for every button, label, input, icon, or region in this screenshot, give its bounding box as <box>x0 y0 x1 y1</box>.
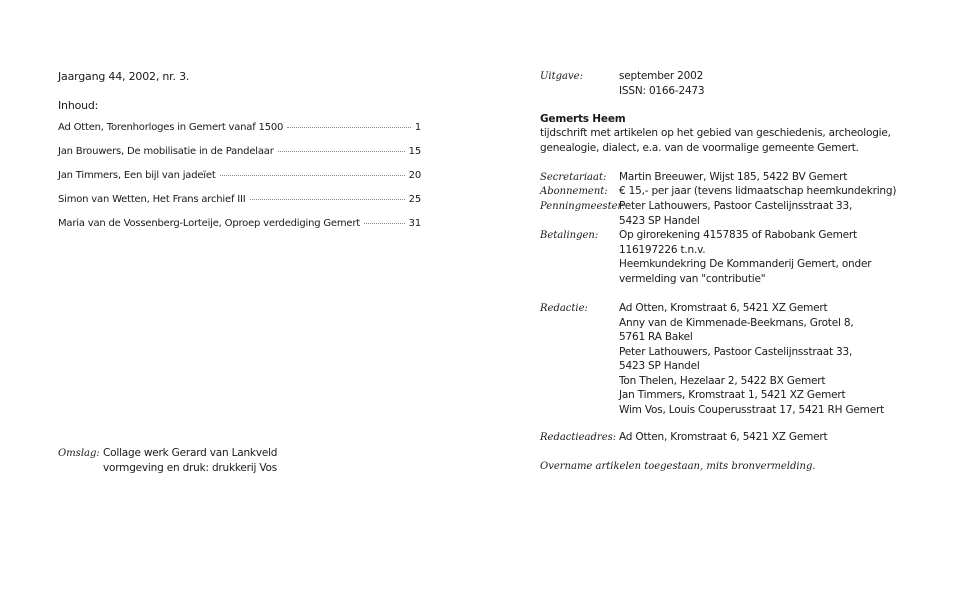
toc-entry <box>58 194 421 205</box>
editorial-address-label: Redactieadres: <box>540 432 617 443</box>
subscription-line: € 15,- per jaar (tevens lidmaatschap heemkundekring) <box>619 185 897 197</box>
payments-label: Betalingen: <box>540 230 599 241</box>
toc-leader-dots <box>220 175 405 176</box>
toc-entry-page: 1 <box>414 122 421 133</box>
editor-line: Ad Otten, Kromstraat 6, 5421 XZ Gemert <box>619 302 828 314</box>
toc-entry-title: Ad Otten, Torenhorloges in Gemert vanaf 1500 <box>58 122 284 133</box>
payments-line: 116197226 t.n.v. <box>619 243 706 256</box>
toc-leader-dots <box>250 199 405 200</box>
toc-entry <box>58 122 421 133</box>
journal-title: Gemerts Heem <box>540 113 626 125</box>
editor-line: Peter Lathouwers, Pastoor Castelijnsstraat 33, <box>619 345 853 358</box>
toc-leader-dots <box>364 223 405 224</box>
toc-leader-dots <box>278 151 405 152</box>
issn: ISSN: 0166-2473 <box>619 84 705 97</box>
editorial-address-value <box>619 431 827 446</box>
cover-label: Omslag: <box>58 448 100 459</box>
payments-value <box>619 229 871 287</box>
toc-entry-page: 31 <box>408 218 421 229</box>
contents-label: Inhoud: <box>58 99 99 112</box>
editor-line: 5423 SP Handel <box>619 360 700 372</box>
secretariat-label: Secretariaat: <box>540 172 607 183</box>
editor-line: 5761 RA Bakel <box>619 331 693 343</box>
treasurer-label: Penningmeester: <box>540 201 626 212</box>
journal-description <box>540 127 891 156</box>
journal-description-line: genealogie, dialect, e.a. van de voormalige gemeente Gemert. <box>540 141 859 154</box>
editor-line: Wim Vos, Louis Couperusstraat 17, 5421 RH Gemert <box>619 403 884 416</box>
secretariat-value <box>619 171 847 186</box>
toc-entry-title: Simon van Wetten, Het Frans archief III <box>58 194 246 205</box>
treasurer-line: 5423 SP Handel <box>619 214 700 227</box>
edition-info <box>619 70 704 99</box>
editor-line: Anny van de Kimmenade-Beekmans, Grotel 8, <box>619 316 854 329</box>
toc-entry-page: 20 <box>408 170 421 181</box>
payments-line: vermelding van "contributie" <box>619 272 766 285</box>
toc-entry-page: 25 <box>408 194 421 205</box>
journal-description-line: tijdschrift met artikelen op het gebied van geschiedenis, archeologie, <box>540 127 891 139</box>
treasurer-line: Peter Lathouwers, Pastoor Castelijnsstraat 33, <box>619 200 853 212</box>
cover-credits <box>103 447 277 476</box>
cover-credit-line: vormgeving en druk: drukkerij Vos <box>103 461 277 474</box>
editorial-address-line: Ad Otten, Kromstraat 6, 5421 XZ Gemert <box>619 431 828 443</box>
edition-date: september 2002 <box>619 70 704 82</box>
payments-line: Heemkundekring De Kommanderij Gemert, onder <box>619 258 872 270</box>
toc-entry <box>58 218 421 229</box>
toc-leader-dots <box>287 127 411 128</box>
toc-entry <box>58 170 421 181</box>
cover-credit-line: Collage werk Gerard van Lankveld <box>103 447 278 459</box>
treasurer-value <box>619 200 852 229</box>
subscription-value <box>619 185 896 200</box>
toc-entry-page: 15 <box>408 146 421 157</box>
volume-header: Jaargang 44, 2002, nr. 3. <box>58 70 190 83</box>
subscription-label: Abonnement: <box>540 186 608 197</box>
toc-entry-title: Jan Brouwers, De mobilisatie in de Pandelaar <box>58 146 274 157</box>
editors-label: Redactie: <box>540 303 588 314</box>
secretariat-line: Martin Breeuwer, Wijst 185, 5422 BV Gemert <box>619 171 848 183</box>
payments-line: Op girorekening 4157835 of Rabobank Gemert <box>619 229 857 241</box>
edition-label: Uitgave: <box>540 71 583 82</box>
toc-entry <box>58 146 421 157</box>
reprint-notice: Overname artikelen toegestaan, mits bronvermelding. <box>540 461 816 472</box>
toc-entry-title: Maria van de Vossenberg-Lorteije, Oproep verdediging Gemert <box>58 218 360 229</box>
toc-entry-title: Jan Timmers, Een bijl van jadeïet <box>58 170 216 181</box>
editor-line: Jan Timmers, Kromstraat 1, 5421 XZ Gemert <box>619 389 846 401</box>
editors-list <box>619 302 884 418</box>
editor-line: Ton Thelen, Hezelaar 2, 5422 BX Gemert <box>619 374 826 387</box>
